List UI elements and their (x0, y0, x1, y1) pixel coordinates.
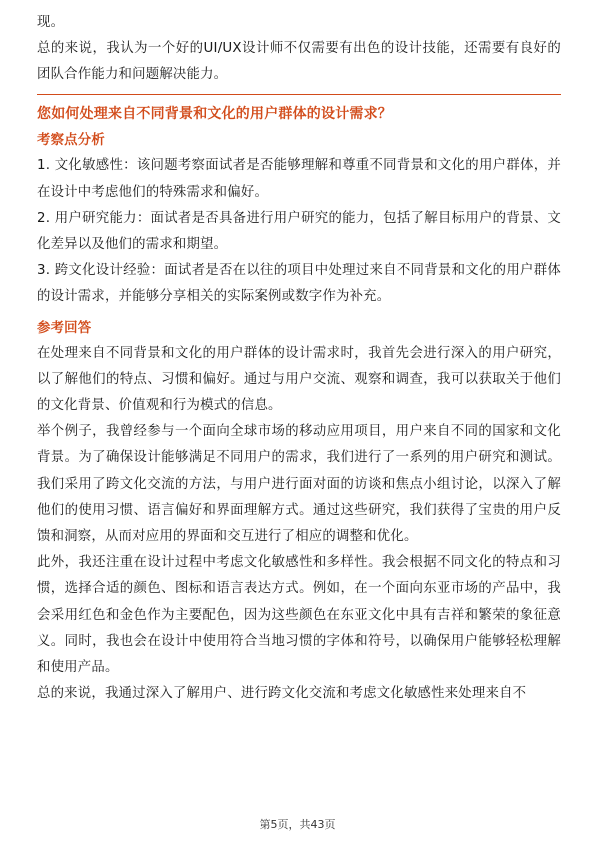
analysis-point: 1. 文化敏感性：该问题考察面试者是否能够理解和尊重不同背景和文化的用户群体，并在设计中考虑他们的特殊需求和偏好。 (37, 158, 561, 200)
previous-paragraph-tail: 现。 (37, 15, 65, 30)
answer-heading: 参考回答 (37, 320, 92, 336)
answer-paragraph: 举个例子，我曾经参与一个面向全球市场的移动应用项目，用户来自不同的国家和文化背景。为了确保设计能够满足不同用户的需求，我们进行了一系列的用户研究和测试。我们采用了跨文化交流的方法，与用户进行面对面的访谈和焦点小组讨论，以深入了解他们的使用习惯、语言偏好和界面理解方式。通过这些研究，我们获得了宝贵的用户反馈和洞察，从而对应用的界面和交互进行了相应的调整和优化。 (37, 424, 561, 545)
analysis-heading: 考察点分析 (37, 133, 105, 149)
question-title: 您如何处理来自不同背景和文化的用户群体的设计需求？ (37, 106, 392, 123)
answer-paragraph: 总的来说，我通过深入了解用户、进行跨文化交流和考虑文化敏感性来处理来自不 (37, 686, 527, 702)
page-number: 第5页，共43页 (259, 818, 336, 831)
document-page (37, 10, 561, 707)
answer-paragraph: 在处理来自不同背景和文化的用户群体的设计需求时，我首先会进行深入的用户研究，以了解他们的特点、习惯和偏好。通过与用户交流、观察和调查，我可以获取关于他们的文化背景、价值观和行为模式的信息。 (37, 345, 561, 414)
previous-summary: 总的来说，我认为一个好的UI/UX设计师不仅需要有出色的设计技能，还需要有良好的团队合作能力和问题解决能力。 (37, 41, 561, 83)
section-divider (37, 94, 561, 95)
answer-paragraph: 此外，我还注重在设计过程中考虑文化敏感性和多样性。我会根据不同文化的特点和习惯，选择合适的颜色、图标和语言表达方式。例如，在一个面向东亚市场的产品中，我会采用红色和金色作为主要配色，因为这些颜色在东亚文化中具有吉祥和繁荣的象征意义。同时，我也会在设计中使用符合当地习惯的字体和符号，以确保用户能够轻松理解和使用产品。 (37, 555, 561, 676)
analysis-point: 2. 用户研究能力：面试者是否具备进行用户研究的能力，包括了解目标用户的背景、文化差异以及他们的需求和期望。 (37, 210, 561, 253)
analysis-point: 3. 跨文化设计经验：面试者是否在以往的项目中处理过来自不同背景和文化的用户群体的设计需求，并能够分享相关的实际案例或数字作为补充。 (37, 263, 561, 305)
